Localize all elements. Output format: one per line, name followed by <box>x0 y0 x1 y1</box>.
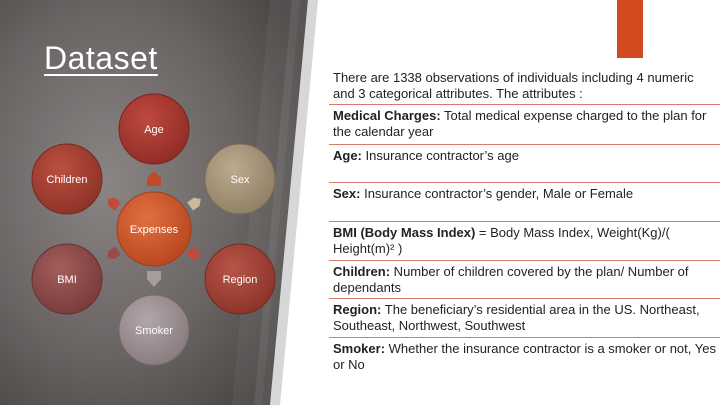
divider <box>329 182 720 183</box>
slide-title: Dataset <box>44 40 158 76</box>
divider <box>329 221 720 222</box>
desc-item-sex <box>329 184 720 202</box>
divider <box>329 260 720 261</box>
desc-item-region <box>329 300 720 334</box>
divider <box>329 337 720 338</box>
desc-term: Smoker: <box>333 341 386 356</box>
desc-term: Region: <box>333 302 382 317</box>
desc-item-medical-charges <box>329 106 720 140</box>
desc-text: Insurance contractor’s gender, Male or Female <box>360 186 634 201</box>
node-region <box>205 244 275 314</box>
node-age <box>119 94 189 164</box>
node-sex-label: Sex <box>230 174 250 186</box>
node-center-label: Expenses <box>129 224 179 236</box>
node-region-label: Region <box>222 274 258 286</box>
node-bmi-label: BMI <box>57 274 77 286</box>
node-sex <box>205 144 275 214</box>
divider <box>329 298 720 299</box>
desc-text: Number of children covered by the plan/ Number of dependants <box>333 264 689 295</box>
node-children <box>32 144 102 214</box>
desc-text: The beneficiary’s residential area in the US. Northeast, Southeast, Northwest, Southwest <box>333 302 700 333</box>
accent-bar <box>617 0 643 58</box>
divider <box>329 104 720 105</box>
desc-text: Total medical expense charged to the plan for the calendar year <box>333 108 707 139</box>
desc-term: Age: <box>333 148 362 163</box>
node-age-label: Age <box>144 124 164 136</box>
desc-term: Children: <box>333 264 391 279</box>
desc-item-children <box>329 262 720 296</box>
desc-item-bmi <box>329 223 720 257</box>
desc-term: Medical Charges: <box>333 108 441 123</box>
desc-text: Whether the insurance contractor is a smoker or not, Yes or No <box>333 341 716 372</box>
node-bmi <box>32 244 102 314</box>
node-smoker <box>119 295 189 365</box>
intro-text: There are 1338 observations of individuals including 4 numeric and 3 categorical attributes. The attributes : <box>329 68 720 102</box>
node-smoker-label: Smoker <box>135 325 173 337</box>
desc-text: Insurance contractor’s age <box>361 148 519 163</box>
desc-term: Sex: <box>333 186 361 201</box>
desc-term: BMI (Body Mass Index) <box>333 225 476 240</box>
desc-item-age <box>329 146 720 164</box>
node-children-label: Children <box>46 174 88 186</box>
desc-item-smoker <box>329 339 720 373</box>
divider <box>329 144 720 145</box>
node-center-expenses <box>117 192 191 266</box>
desc-text: = Body Mass Index, Weight(Kg)/( Height(m)² ) <box>333 225 670 256</box>
